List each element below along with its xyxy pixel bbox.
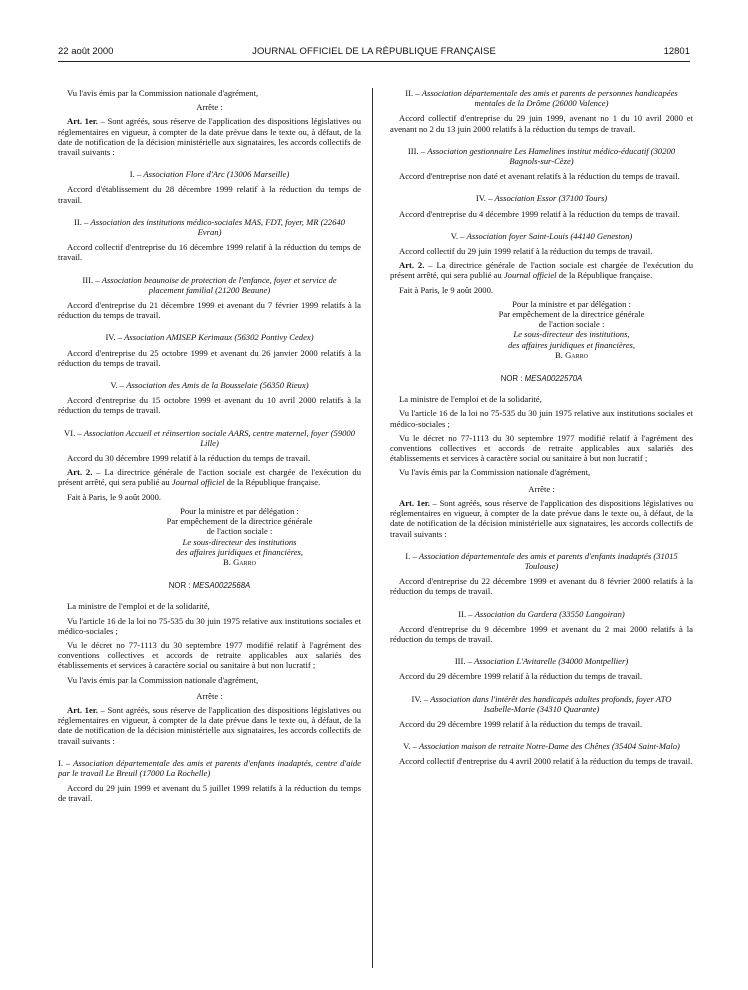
nor-label: NOR : xyxy=(168,581,193,591)
article-label: Art. 2. xyxy=(399,260,425,271)
nor-label: NOR : xyxy=(500,374,525,384)
article-label: Art. 1er. xyxy=(399,497,430,508)
association-name: Association Flore d'Arc (13006 Marseille) xyxy=(143,169,290,180)
agreement-text: Accord du 29 décembre 1999 relatif à la réduction du temps de travail. xyxy=(399,718,643,729)
association-name: Association foyer Saint-Louis (44140 Geneston) xyxy=(466,230,633,241)
header-page-number: 12801 xyxy=(663,46,690,57)
signature-line: Pour la ministre et par délégation : xyxy=(180,505,299,516)
right-column xyxy=(390,88,693,771)
signatory-name: B. Garro xyxy=(555,349,588,360)
association-name: Association départementale des amis et parents d'enfants inadaptés (31015 Toulouse) xyxy=(418,550,678,571)
column-divider xyxy=(372,88,373,968)
agreement-text: Accord collectif d'entreprise du 16 décembre 1999 relatif à la réduction du temps de travail. xyxy=(58,242,361,263)
association-name: Association départementale des amis et parents d'enfants inadaptés, centre d'aide par le travail Le Breuil (17000 La Rochelle) xyxy=(58,757,361,778)
item-number: IV. – xyxy=(475,193,495,204)
agreement-heading xyxy=(58,758,361,778)
association-name: Association dans l'intérêt des handicapés adultes profonds, foyer ATO Isabelle-Marie (34310 Quarante) xyxy=(430,693,672,714)
item-number: I. – xyxy=(58,757,74,768)
association-name: Association des Amis de la Bousselaie (56350 Rieux) xyxy=(126,380,309,391)
agreement-text: Accord du 29 décembre 1999 relatif à la réduction du temps de travail. xyxy=(399,671,643,682)
article-text-end: de la République française. xyxy=(224,477,321,488)
signature-line: Le sous-directeur des institutions xyxy=(182,536,297,547)
vu-loi: Vu l'article 16 de la loi no 75-535 du 30 juin 1975 relative aux institutions sociales et médico-sociales ; xyxy=(58,615,361,636)
item-number: I. – xyxy=(129,169,144,180)
item-number: V. – xyxy=(403,741,419,752)
item-number: II. – xyxy=(405,88,422,98)
association-name: Association L'Avitarelle (34000 Montpellier) xyxy=(474,656,629,667)
vu-avis: Vu l'avis émis par la Commission nationale d'agrément, xyxy=(399,467,591,478)
agreement-heading xyxy=(64,169,355,179)
item-number: II. – xyxy=(458,608,475,619)
left-column xyxy=(58,88,361,808)
arrete-heading: Arrête : xyxy=(196,690,223,701)
signature-line: des affaires juridiques et financières, xyxy=(507,339,636,350)
fait-a-paris: Fait à Paris, le 9 août 2000. xyxy=(399,284,494,295)
item-number: III. – xyxy=(82,274,102,285)
agreement-heading xyxy=(396,88,687,108)
arrete-heading: Arrête : xyxy=(196,102,223,113)
signatory-name: B. Garro xyxy=(223,556,256,567)
association-name: Association des institutions médico-sociales MAS, FDT, foyer, MR (22640 Evran) xyxy=(90,216,345,238)
article-text-end: de la République française. xyxy=(556,270,653,281)
article-text: – Sont agréés, sous réserve de l'application des dispositions législatives ou réglementaires en vigueur, à compter de la date prévue dans le texte ou, à défaut, de la date de notification de la décision ministérielle aux signataires, les accords collectifs de travail suivants : xyxy=(58,704,361,746)
agreement-heading xyxy=(396,193,687,203)
agreement-text: Accord collectif d'entreprise du 4 avril 2000 relatif à la réduction du temps de travail. xyxy=(399,756,693,767)
header-rule xyxy=(58,61,690,62)
agreement-heading xyxy=(396,656,687,666)
agreement-text: Accord du 30 décembre 1999 relatif à la réduction du temps de travail. xyxy=(67,453,311,464)
article-1 xyxy=(390,498,693,539)
agreement-text: Accord du 29 juin 1999 et avenant du 5 juillet 1999 relatifs à la réduction du temps de travail. xyxy=(58,783,361,804)
nor-reference xyxy=(390,374,693,384)
article-1 xyxy=(58,116,361,157)
fait-a-paris: Fait à Paris, le 9 août 2000. xyxy=(67,491,162,502)
item-number: IV. – xyxy=(105,332,125,343)
agreement-text: Accord d'entreprise non daté et avenant relatifs à la réduction du temps de travail. xyxy=(399,171,680,182)
arrete-heading: Arrête : xyxy=(528,483,555,494)
vu-decret: Vu le décret no 77-1113 du 30 septembre 1977 modifié relatif à l'agrément des conventions collectives et accords de retraite applicables aux salariés des établissements et services à caractère social ou sanitaire à but non lucratif ; xyxy=(390,432,693,464)
agreement-heading xyxy=(396,609,687,619)
item-number: III. – xyxy=(407,145,428,156)
nor-reference xyxy=(58,581,361,591)
item-number: V. – xyxy=(450,230,467,241)
header-title: JOURNAL OFFICIEL DE LA RÉPUBLIQUE FRANÇAISE xyxy=(252,46,496,57)
item-number: III. – xyxy=(454,656,475,667)
agreement-text: Accord d'entreprise du 4 décembre 1999 relatif à la réduction du temps de travail. xyxy=(399,208,680,219)
ministre-line: La ministre de l'emploi et de la solidarité, xyxy=(399,394,542,405)
item-number: II. – xyxy=(74,216,91,227)
association-name: Association du Gardera (33550 Langoiran) xyxy=(474,608,625,619)
signature-line: Par empêchement de la directrice générale xyxy=(498,309,645,320)
signature-block xyxy=(118,506,361,567)
agreement-heading xyxy=(396,694,687,714)
agreement-text: Accord d'entreprise du 25 octobre 1999 et avenant du 26 janvier 2000 relatifs à la réduction du temps de travail. xyxy=(58,347,361,368)
agreement-text: Accord collectif du 29 juin 1999 relatif à la réduction du temps de travail. xyxy=(399,246,653,257)
article-label: Art. 1er. xyxy=(67,704,98,715)
association-name: Association gestionnaire Les Hamelines institut médico-éducatif (30200 Bagnols-sur-Cèze) xyxy=(427,145,676,167)
nor-code: MESA0022570A xyxy=(524,374,583,384)
agreement-text: Accord collectif d'entreprise du 29 juin 1999, avenant no 1 du 10 avril 2000 et avenant no 2 du 13 juin 2000 relatifs à la réduction du temps de travail. xyxy=(390,113,693,134)
vu-avis: Vu l'avis émis par la Commission nationale d'agrément, xyxy=(67,88,259,98)
article-text: – Sont agréés, sous réserve de l'application des dispositions législatives ou réglementaires en vigueur, à compter de la date prévue dans le texte ou, à défaut, de la date de notification de la décision ministérielle aux signataires, les accords collectifs de travail suivants : xyxy=(390,497,693,539)
article-label: Art. 1er. xyxy=(67,116,98,127)
journal-officiel-ref: Journal officiel xyxy=(503,270,557,281)
agreement-heading xyxy=(64,217,355,237)
agreement-heading xyxy=(64,332,355,342)
article-label: Art. 2. xyxy=(67,467,93,478)
agreement-heading xyxy=(396,231,687,241)
agreement-heading xyxy=(396,146,687,166)
journal-officiel-ref: Journal officiel xyxy=(171,477,225,488)
signature-line: Pour la ministre et par délégation : xyxy=(512,298,631,309)
signature-line: des affaires juridiques et financières, xyxy=(175,546,304,557)
article-2 xyxy=(58,467,361,487)
header-date: 22 août 2000 xyxy=(58,46,114,57)
agreement-text: Accord d'entreprise du 22 décembre 1999 et avenant du 8 février 2000 relatifs à la réduction du temps de travail. xyxy=(390,576,693,597)
article-text: – Sont agréés, sous réserve de l'application des dispositions législatives ou réglementaires en vigueur, à compter de la date prévue dans le texte ou, à défaut, de la date de notification de la décision ministérielle aux signataires, les accords collectifs de travail suivants : xyxy=(58,116,361,158)
agreement-heading xyxy=(64,275,355,295)
signature-block xyxy=(450,299,693,360)
signature-line: Par empêchement de la directrice générale xyxy=(166,516,313,527)
ministre-line: La ministre de l'emploi et de la solidarité, xyxy=(67,601,210,612)
agreement-heading xyxy=(64,380,355,390)
agreement-text: Accord d'entreprise du 9 décembre 1999 et avenant du 2 mai 2000 relatifs à la réduction du temps de travail. xyxy=(390,623,693,644)
item-number: I. – xyxy=(405,550,419,561)
agreement-text: Accord d'entreprise du 21 décembre 1999 et avenant du 7 février 1999 relatifs à la réduction du temps de travail. xyxy=(58,300,361,321)
agreement-text: Accord d'entreprise du 15 octobre 1999 et avenant du 10 avril 2000 relatifs à la réduction du temps de travail. xyxy=(58,395,361,416)
signature-line: de l'action sociale : xyxy=(206,526,273,537)
agreement-heading xyxy=(64,428,355,448)
nor-code: MESA0022568A xyxy=(192,581,251,591)
agreement-heading xyxy=(396,741,687,751)
vu-avis: Vu l'avis émis par la Commission nationale d'agrément, xyxy=(67,674,259,685)
article-text: – La directrice générale de l'action sociale est chargée de l'exécution du présent arrêté, qui sera publié au xyxy=(58,467,361,488)
association-name: Association Accueil et réinsertion sociale AARS, centre maternel, foyer (59000 Lille) xyxy=(83,427,356,448)
agreement-heading xyxy=(396,551,687,571)
agreement-text: Accord d'établissement du 28 décembre 1999 relatif à la réduction du temps de travail. xyxy=(58,184,361,205)
article-2 xyxy=(390,260,693,280)
association-name: Association départementale des amis et parents de personnes handicapées mentales de la Drôme (26000 Valence) xyxy=(421,88,678,109)
item-number: VI. – xyxy=(64,427,84,438)
agreement-list xyxy=(58,169,361,463)
signature-line: de l'action sociale : xyxy=(538,319,605,330)
item-number: IV. – xyxy=(411,693,431,704)
association-name: Association beaunoise de protection de l'enfance, foyer et service de placement familial (21200 Beaune) xyxy=(101,274,337,295)
signature-line: Le sous-directeur des institutions, xyxy=(513,329,630,340)
association-name: Association AMISEP Kerimaux (56302 Pontivy Cedex) xyxy=(124,332,314,343)
association-name: Association Essor (37100 Tours) xyxy=(494,193,608,204)
association-name: Association maison de retraite Notre-Dame des Chênes (35404 Saint-Malo) xyxy=(418,741,680,752)
vu-decret: Vu le décret no 77-1113 du 30 septembre 1977 modifié relatif à l'agrément des conventions collectives et accords de retraite applicables aux salariés des établissements et services à caractère social ou sanitaire à but non lucratif ; xyxy=(58,639,361,671)
item-number: V. – xyxy=(110,380,127,391)
page-header xyxy=(58,46,690,60)
vu-loi: Vu l'article 16 de la loi no 75-535 du 30 juin 1975 relative aux institutions sociales et médico-sociales ; xyxy=(390,408,693,429)
article-text: – La directrice générale de l'action sociale est chargée de l'exécution du présent arrêté, qui sera publié au xyxy=(390,260,693,281)
article-1 xyxy=(58,705,361,746)
